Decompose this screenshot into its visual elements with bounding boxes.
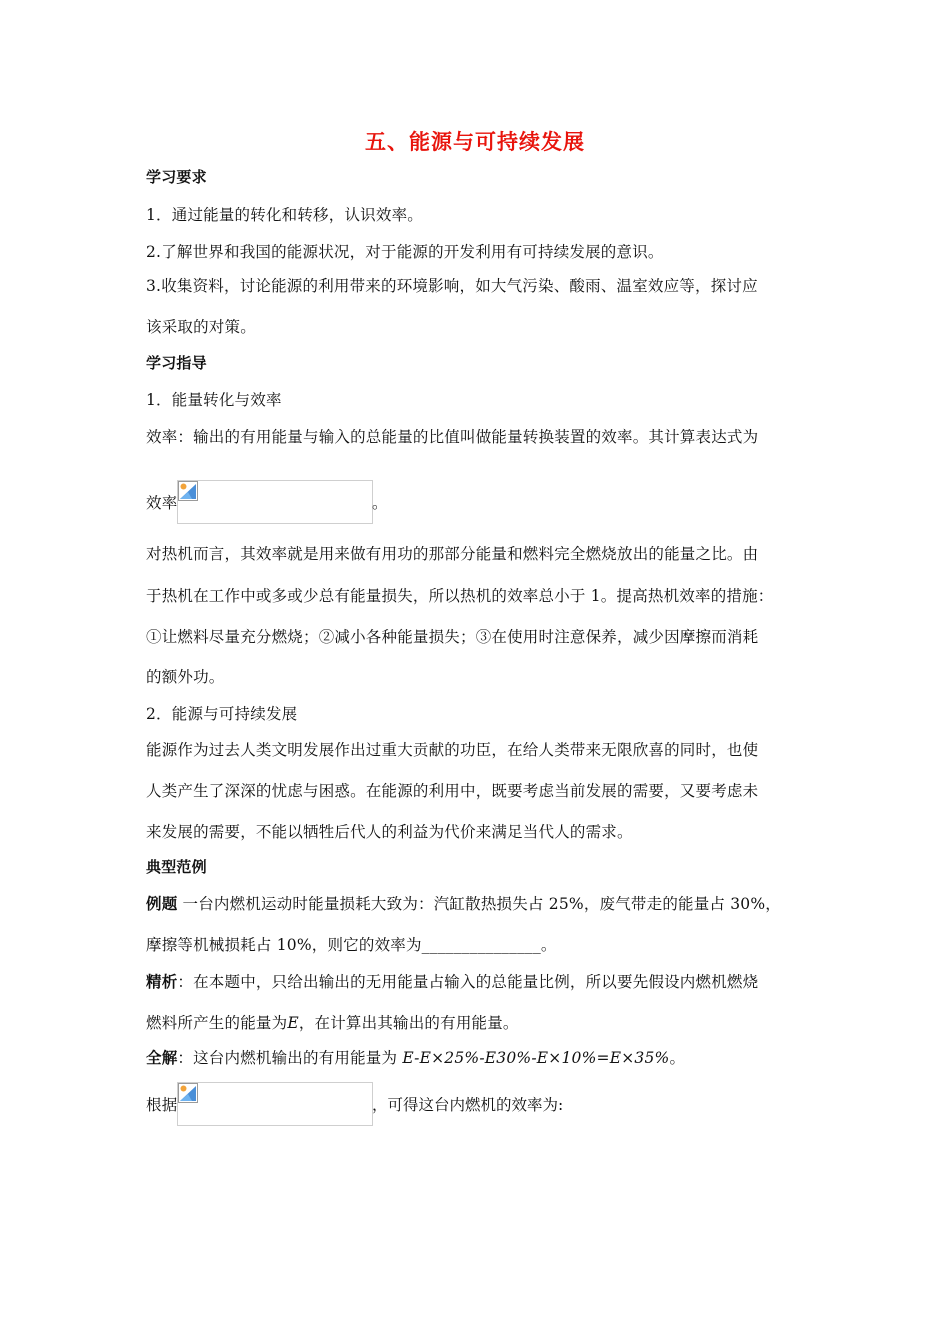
section-heading-requirements: 学习要求	[146, 168, 207, 186]
solution-expression: E-E×25%-E30%-E×10%=E×35%	[402, 1049, 670, 1067]
solution-text-2: 。	[669, 1049, 686, 1067]
guide-1-paragraph-2-line-2: 于热机在工作中或多或少总有能量损失，所以热机的效率总小于 1。提高热机效率的措施：	[146, 587, 774, 605]
formula-2-prefix: 根据	[146, 1096, 178, 1114]
formula-2-suffix: ，可得这台内燃机的效率为:	[372, 1096, 564, 1114]
guide-1-paragraph-1: 效率：输出的有用能量与输入的总能量的比值叫做能量转换装置的效率。其计算表达式为	[146, 428, 759, 446]
formula-1-image-placeholder	[177, 480, 373, 524]
requirement-3-line-2: 该采取的对策。	[146, 318, 256, 336]
example-label: 例题	[146, 895, 178, 913]
guide-1-paragraph-2-line-3: ①让燃料尽量充分燃烧；②减小各种能量损失；③在使用时注意保养，减少因摩擦而消耗	[146, 628, 759, 646]
solution-text-1: ：这台内燃机输出的有用能量为	[177, 1049, 403, 1067]
formula-2-image-placeholder	[177, 1082, 373, 1126]
guide-2-paragraph-line-2: 人类产生了深深的忧虑与困惑。在能源的利用中，既要考虑当前发展的需要，又要考虑未	[146, 782, 759, 800]
analysis-text-1: ：在本题中，只给出输出的无用能量占输入的总能量比例，所以要先假设内燃机燃烧	[177, 973, 759, 991]
analysis-label: 精析	[146, 973, 178, 991]
broken-image-icon	[178, 1083, 198, 1103]
analysis-line-1	[146, 970, 806, 992]
page-title: 五、能源与可持续发展	[365, 130, 585, 154]
requirement-3-line-1: 3.收集资料，讨论能源的利用带来的环境影响，如大气污染、酸雨、温室效应等，探讨应	[146, 277, 758, 295]
analysis-text-2b: ，在计算出其输出的有用能量。	[298, 1014, 519, 1032]
section-heading-guidance: 学习指导	[146, 354, 207, 372]
example-text-1: 一台内燃机运动时能量损耗大致为：汽缸散热损失占 25%，废气带走的能量占 30%，	[177, 895, 781, 913]
guide-2-title: 2．能源与可持续发展	[146, 705, 298, 723]
guide-2-paragraph-line-3: 来发展的需要，不能以牺牲后代人的利益为代价来满足当代人的需求。	[146, 823, 633, 841]
example-line-1	[146, 892, 806, 914]
requirement-2: 2.了解世界和我国的能源状况，对于能源的开发利用有可持续发展的意识。	[146, 243, 664, 261]
example-line-2: 摩擦等机械损耗占 10%，则它的效率为_______________。	[146, 936, 557, 954]
guide-1-title: 1．能量转化与效率	[146, 391, 282, 409]
requirement-1: 1．通过能量的转化和转移，认识效率。	[146, 206, 423, 224]
solution-line	[146, 1046, 806, 1068]
formula-1-suffix: 。	[372, 494, 388, 512]
guide-1-paragraph-2-line-1: 对热机而言，其效率就是用来做有用功的那部分能量和燃料完全燃烧放出的能量之比。由	[146, 545, 759, 563]
analysis-text-2a: 燃料所产生的能量为	[146, 1014, 288, 1032]
guide-2-paragraph-line-1: 能源作为过去人类文明发展作出过重大贡献的功臣，在给人类带来无限欣喜的同时，也使	[146, 741, 759, 759]
formula-1-prefix: 效率	[146, 494, 178, 512]
analysis-line-2	[146, 1011, 806, 1033]
broken-image-icon	[178, 481, 198, 501]
guide-1-paragraph-2-line-4: 的额外功。	[146, 668, 225, 686]
energy-variable: E	[287, 1014, 299, 1032]
section-heading-examples: 典型范例	[146, 858, 207, 876]
solution-label: 全解	[146, 1049, 178, 1067]
